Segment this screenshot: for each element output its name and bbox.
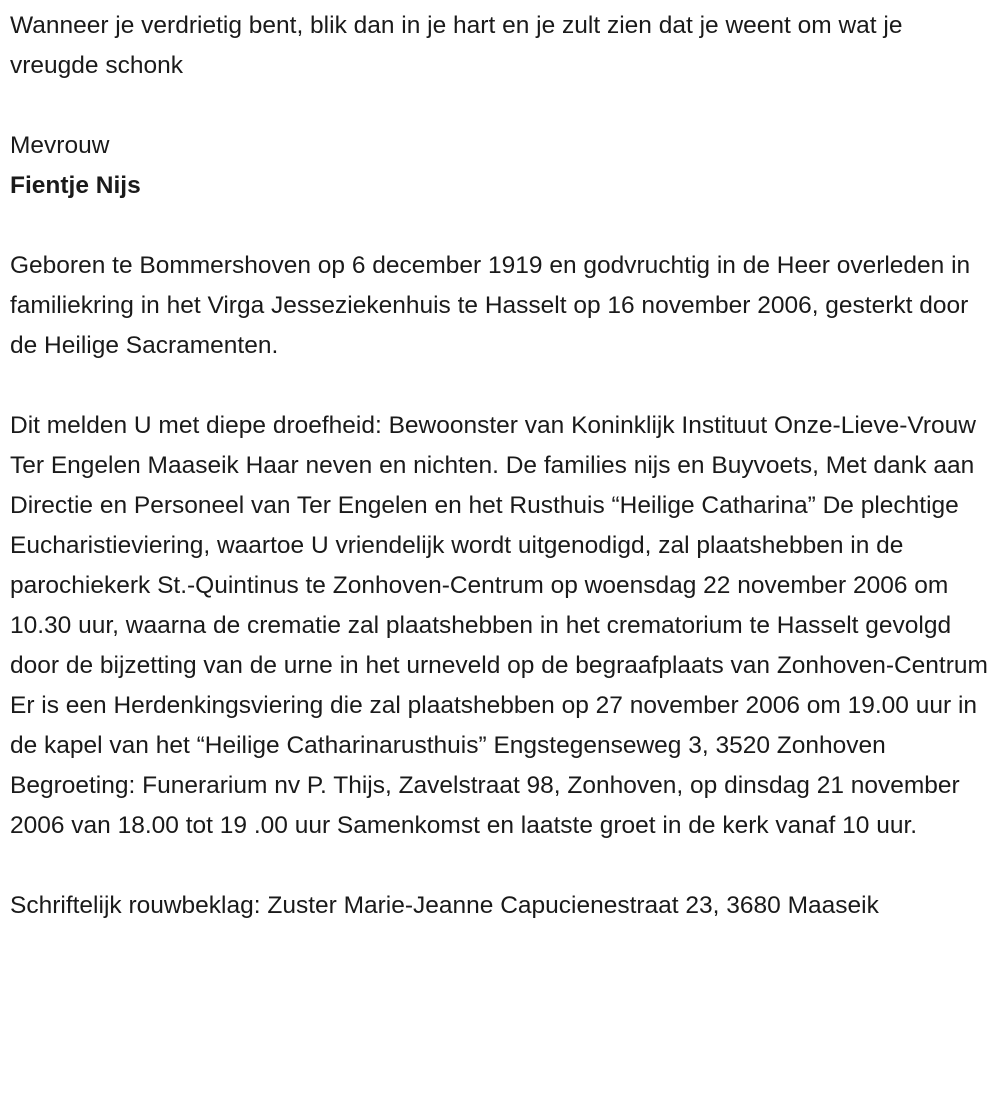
condolences-paragraph: Schriftelijk rouwbeklag: Zuster Marie-Jeanne Capucienestraat 23, 3680 Maaseik <box>10 892 879 919</box>
announcement-paragraph: Dit melden U met diepe droefheid: Bewoonster van Koninklijk Instituut Onze-Lieve-Vrouw Ter Engelen Maaseik Haar neven en nichten. De families nijs en Buyvoets, Met dank aan Directie en Personeel van Ter Engelen en het Rusthuis “Heilige Catharina” De plechtige Eucharistieviering, waartoe U vriendelijk wordt uitgenodigd, zal plaatshebben in de parochiekerk St.-Quintinus te Zonhoven-Centrum op woensdag 22 november 2006 om 10.30 uur, waarna de crematie zal plaatshebben in het crematorium te Hasselt gevolgd door de bijzetting van de urne in het urneveld op de begraafplaats van Zonhoven-Centrum Er is een Herdenkingsviering die zal plaatshebben op 27 november 2006 om 19.00 uur in de kapel van het “Heilige Catharinarusthuis” Engstegenseweg 3, 3520 Zonhoven Begroeting: Funerarium nv P. Thijs, Zavelstraat 98, Zonhoven, op dinsdag 21 november 2006 van 18.00 tot 19 .00 uur Samenkomst en laatste groet in de kerk vanaf 10 uur. <box>10 412 988 839</box>
birth-death-paragraph: Geboren te Bommershoven op 6 december 1919 en godvruchtig in de Heer overleden in familiekring in het Virga Jesseziekenhuis te Hasselt op 16 november 2006, gesterkt door de Heilige Sacramenten. <box>10 252 971 359</box>
paragraph-spacer-4 <box>10 846 990 886</box>
deceased-name: Fientje Nijs <box>10 172 141 199</box>
paragraph-spacer-3 <box>10 366 990 406</box>
salutation-line: Mevrouw <box>10 132 110 159</box>
paragraph-spacer-2 <box>10 206 990 246</box>
epigraph-paragraph: Wanneer je verdrietig bent, blik dan in je hart en je zult zien dat je weent om wat je vreugde schonk <box>10 12 903 79</box>
paragraph-spacer-1 <box>10 86 990 126</box>
document-body <box>10 0 990 926</box>
